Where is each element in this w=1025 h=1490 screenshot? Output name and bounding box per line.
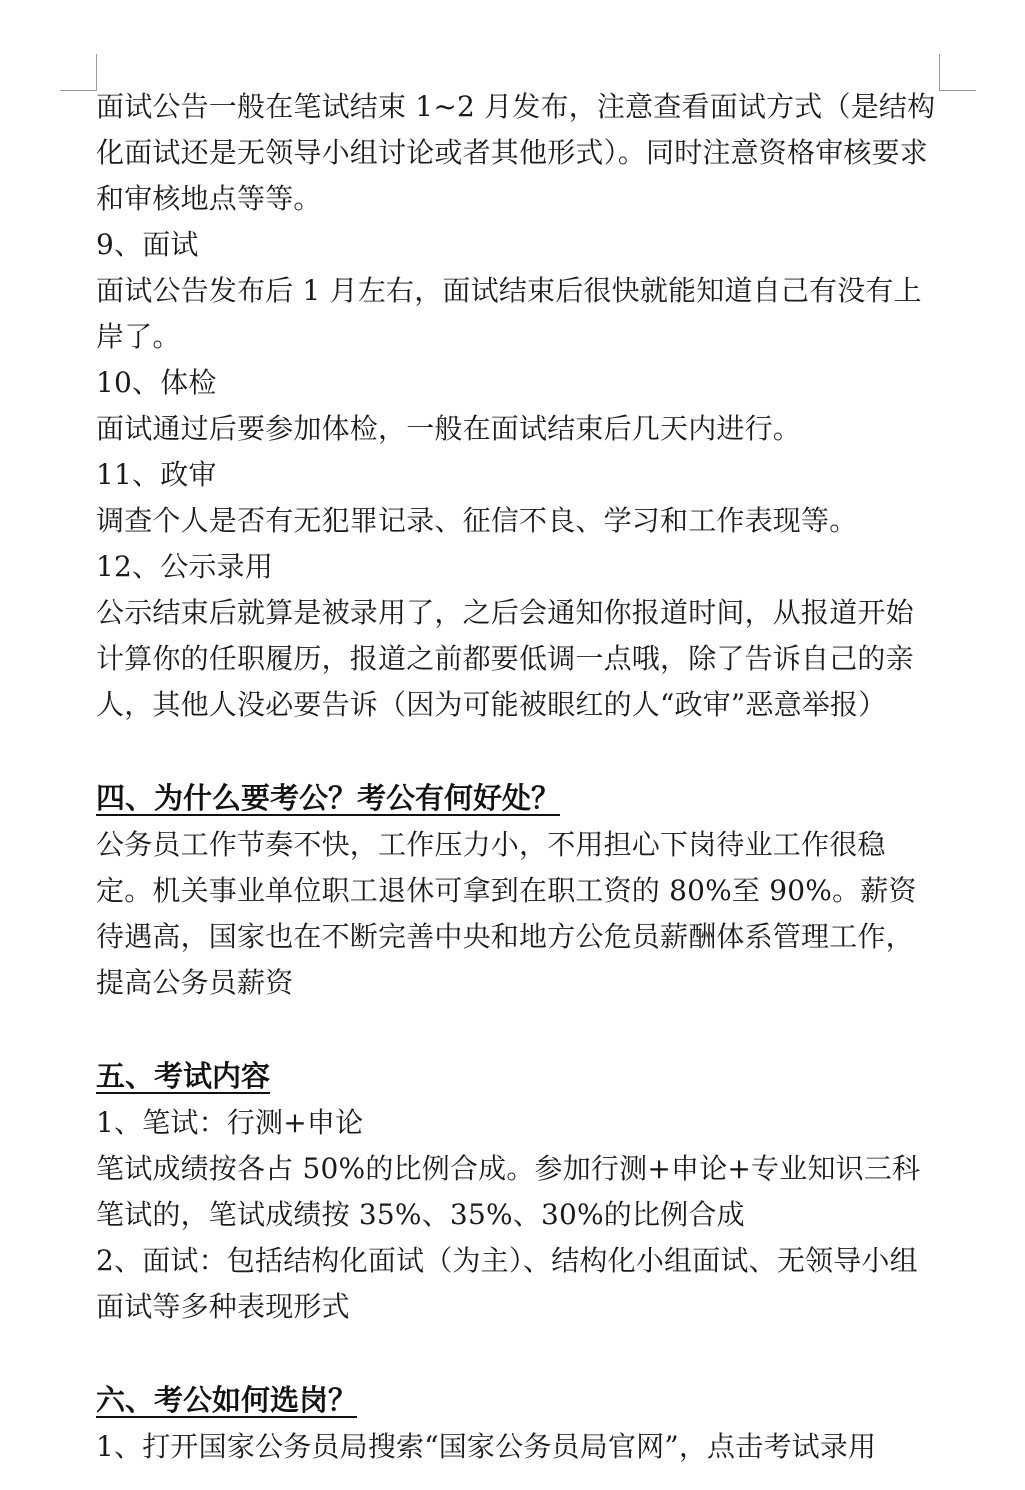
document-body — [96, 84, 941, 1470]
section-gap — [96, 728, 941, 774]
list-item-written-exam: 1、笔试：行测+申论 — [96, 1106, 364, 1139]
paragraph-benefits: 公务员工作节奏不快，工作压力小，不用担心下岗待业工作很稳定。机关事业单位职工退休可拿到在职工资的 80%至 90%。薪资待遇高，国家也在不断完善中央和地方公危员薪酬体系管理工作，提高公务员薪资 — [96, 828, 917, 999]
section-heading-choose-post — [96, 1376, 941, 1424]
crop-mark-top-right — [939, 54, 976, 91]
paragraph-political-review: 调查个人是否有无犯罪记录、征信不良、学习和工作表现等。 — [96, 504, 858, 537]
paragraph-interview-timing: 面试公告发布后 1 月左右，面试结束后很快就能知道自己有没有上岸了。 — [96, 274, 922, 353]
section-gap — [96, 1330, 941, 1376]
list-item-open-website: 1、打开国家公务员局搜索“国家公务员局官网”，点击考试录用 — [96, 1430, 877, 1463]
list-item-political-review: 11、政审 — [96, 458, 217, 491]
list-item-interview: 9、面试 — [96, 228, 199, 261]
section-heading-choose-post-text: 六、考公如何选岗？ — [96, 1383, 358, 1417]
paragraph-written-score: 笔试成绩按各占 50%的比例合成。参加行测+申论+专业知识三科笔试的，笔试成绩按 35%、35%、30%的比例合成 — [96, 1152, 921, 1231]
paragraph-publicity-hiring: 公示结束后就算是被录用了，之后会通知你报道时间，从报道开始计算你的任职履历，报道之前都要低调一点哦，除了告诉自己的亲人，其他人没必要告诉（因为可能被眼红的人“政审”恶意举报） — [96, 596, 914, 721]
paragraph-interview-notice: 面试公告一般在笔试结束 1~2 月发布，注意查看面试方式（是结构化面试还是无领导小组讨论或者其他形式）。同时注意资格审核要求和审核地点等等。 — [96, 90, 936, 215]
section-heading-exam-content — [96, 1052, 941, 1100]
section-heading-why — [96, 774, 941, 822]
section-heading-exam-content-text: 五、考试内容 — [96, 1059, 271, 1093]
list-item-interview-forms: 2、面试：包括结构化面试（为主）、结构化小组面试、无领导小组面试等多种表现形式 — [96, 1244, 918, 1323]
section-heading-why-text: 四、为什么要考公？考公有何好处？ — [96, 781, 561, 815]
list-item-physical-exam: 10、体检 — [96, 366, 217, 399]
crop-mark-top-left — [60, 54, 97, 91]
list-item-publicity-hiring: 12、公示录用 — [96, 550, 274, 583]
section-gap — [96, 1006, 941, 1052]
paragraph-physical-exam: 面试通过后要参加体检，一般在面试结束后几天内进行。 — [96, 412, 802, 445]
